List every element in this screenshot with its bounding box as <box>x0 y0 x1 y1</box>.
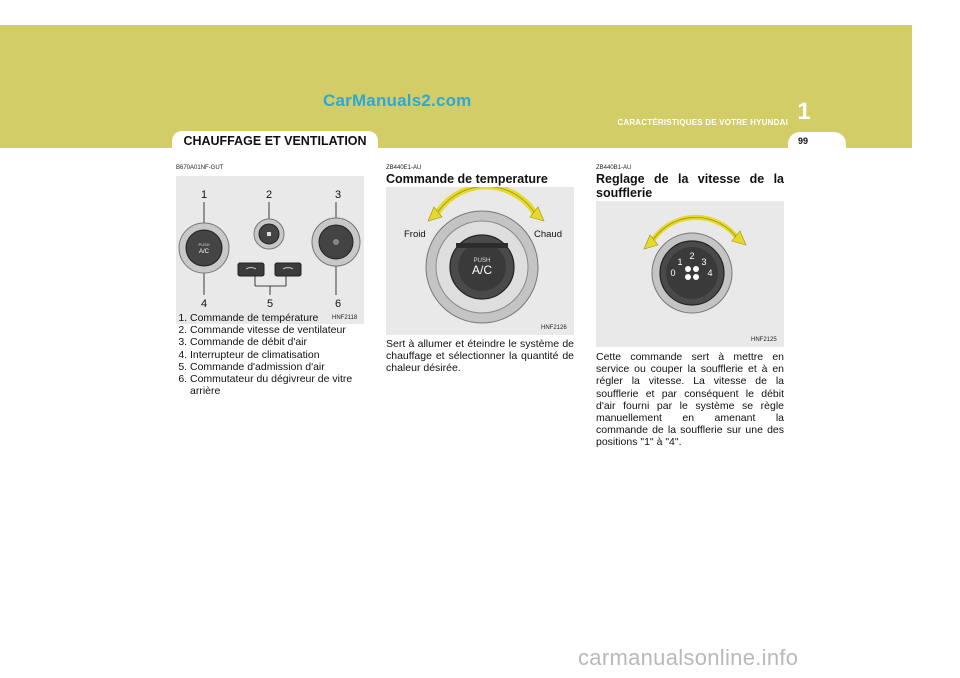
figure-label: 2 <box>265 189 273 201</box>
cold-label: Froid <box>404 229 426 240</box>
list-item: 4. Interrupteur de climatisation <box>190 349 382 361</box>
fan-position-label: 0 <box>670 268 676 278</box>
list-item: 2. Commande vitesse de ventilateur <box>190 324 382 336</box>
chapter-number: 1 <box>797 98 811 125</box>
temperature-knob-ac: A/C <box>471 263 493 277</box>
fan-speed-figure <box>596 201 784 347</box>
figure-code: HNF2126 <box>541 325 567 331</box>
fan-position-label: 4 <box>707 268 713 278</box>
list-item: 6. Commutateur du dégivreur de vitre arrière <box>190 373 382 397</box>
control-panel-figure <box>176 176 364 324</box>
temperature-control-figure <box>386 187 574 335</box>
figure-label: 3 <box>334 189 342 201</box>
hot-label: Chaud <box>534 229 562 240</box>
rear-defrost-button-icon <box>275 263 301 276</box>
temperature-heading: Commande de temperature <box>386 172 548 186</box>
figure-label: 5 <box>266 298 274 310</box>
list-item: 1. Commande de température <box>190 312 382 324</box>
page-number: 99 <box>797 136 808 146</box>
fan-position-label: 3 <box>701 257 707 267</box>
air-intake-button-icon <box>238 263 264 276</box>
footer-watermark[interactable]: carmanualsonline.info <box>578 645 799 670</box>
figure-label: 4 <box>200 298 208 310</box>
temperature-knob-push: PUSH <box>473 258 491 264</box>
figure-label: 6 <box>334 298 342 310</box>
watermark-link[interactable]: CarManuals2.com <box>323 91 472 110</box>
figure-code: HNF2125 <box>751 337 777 343</box>
controls-list <box>176 312 382 397</box>
section-title: CHAUFFAGE ET VENTILATION <box>183 134 367 148</box>
col3-reference-code: ZB440B1-AU <box>596 165 632 171</box>
col2-reference-code: ZB440E1-AU <box>386 165 422 171</box>
header-band <box>0 25 912 148</box>
svg-text:PUSH: PUSH <box>198 242 210 247</box>
fan-speed-heading: Reglage de la vitesse de la soufflerie <box>596 172 784 200</box>
fan-position-label: 2 <box>689 251 695 261</box>
chapter-title: CARACTÉRISTIQUES DE VOTRE HYUNDAI <box>617 118 788 127</box>
col1-reference-code: B670A01NF-GUT <box>176 165 224 171</box>
svg-text:A/C: A/C <box>198 249 210 255</box>
list-item: 5. Commande d'admission d'air <box>190 361 382 373</box>
figure-code: HNF2118 <box>332 315 358 321</box>
figure-label: 1 <box>200 189 208 201</box>
fan-position-label: 1 <box>677 257 683 267</box>
temperature-description: Sert à allumer et éteindre le système de chauffage et sélectionner la quantité de chaleur désirée. <box>386 338 574 375</box>
list-item: 3. Commande de débit d'air <box>190 336 382 348</box>
fan-speed-description: Cette commande sert à mettre en service ou couper la soufflerie et à en régler la vitesse. La vitesse de la soufflerie et par conséquent le débit d'air fourni par le système se règle manuellement en amenant la commande de la soufflerie sur une des positions "1" à "4". <box>596 351 784 449</box>
